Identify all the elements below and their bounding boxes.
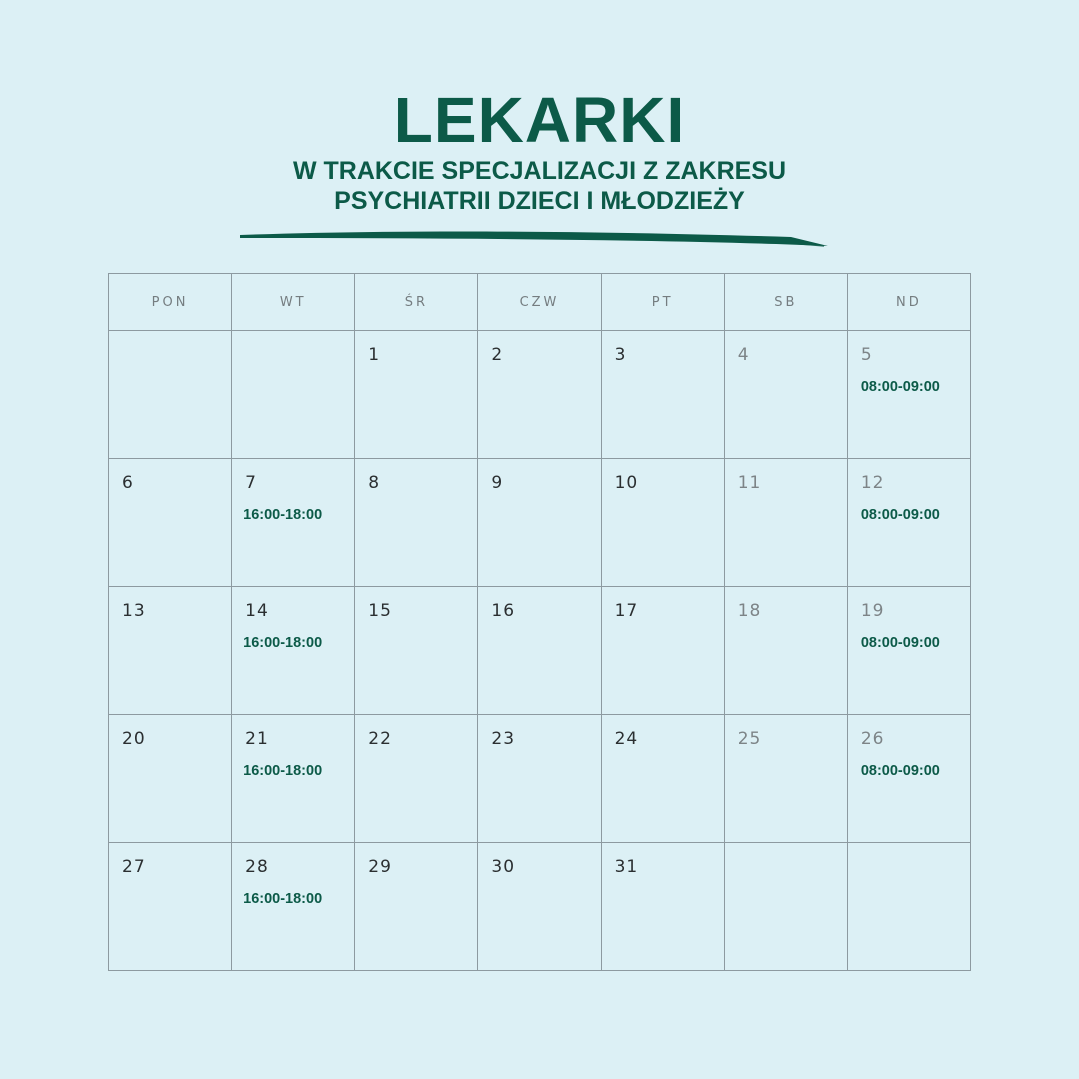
weekday-header: SB	[724, 274, 847, 331]
calendar-day-cell	[847, 587, 970, 715]
calendar-day-cell	[355, 587, 478, 715]
appointment-time: 08:00-09:00	[860, 763, 940, 779]
calendar-day-cell	[355, 459, 478, 587]
page-subtitle	[0, 156, 1079, 216]
day-number: 29	[368, 857, 392, 877]
day-number: 25	[737, 729, 762, 749]
calendar-day-cell	[847, 843, 970, 971]
day-number: 19	[860, 601, 885, 621]
day-number: 26	[860, 729, 885, 749]
day-number: 3	[614, 345, 627, 365]
day-number: 17	[614, 601, 639, 621]
day-number: 22	[368, 729, 392, 749]
calendar-day-cell	[109, 715, 232, 843]
appointment-time: 08:00-09:00	[860, 379, 940, 395]
appointment-time: 16:00-18:00	[243, 507, 323, 523]
day-number: 16	[491, 601, 516, 621]
day-number: 23	[491, 729, 516, 749]
day-number: 11	[737, 473, 762, 493]
calendar-day-cell	[601, 587, 724, 715]
day-number: 5	[860, 345, 873, 365]
calendar-day-cell	[232, 331, 355, 459]
calendar-day-cell	[601, 843, 724, 971]
calendar-day-cell	[109, 331, 232, 459]
day-number: 27	[122, 857, 146, 877]
appointment-time: 08:00-09:00	[860, 507, 940, 523]
day-number: 4	[737, 345, 750, 365]
weekday-header: CZW	[478, 274, 601, 331]
day-number: 1	[368, 345, 381, 365]
calendar-day-cell	[724, 843, 847, 971]
calendar-day-cell	[232, 715, 355, 843]
calendar-week-row	[109, 459, 971, 587]
calendar-day-cell	[478, 459, 601, 587]
calendar-week-row	[109, 331, 971, 459]
calendar-day-cell	[601, 459, 724, 587]
calendar-week-row	[109, 843, 971, 971]
day-number: 14	[245, 601, 269, 621]
calendar-week-row	[109, 715, 971, 843]
appointment-time: 16:00-18:00	[243, 763, 323, 779]
brush-stroke-divider	[236, 226, 836, 252]
day-number: 20	[122, 729, 146, 749]
day-number: 18	[737, 601, 762, 621]
day-number: 30	[491, 857, 516, 877]
day-number: 2	[491, 345, 504, 365]
weekday-header: PT	[601, 274, 724, 331]
calendar-day-cell	[109, 843, 232, 971]
calendar-day-cell	[724, 715, 847, 843]
calendar-day-cell	[232, 459, 355, 587]
weekday-header: WT	[232, 274, 355, 331]
day-number: 28	[245, 857, 269, 877]
appointment-time: 16:00-18:00	[243, 891, 323, 907]
day-number: 31	[614, 857, 639, 877]
day-number: 7	[245, 473, 257, 493]
day-number: 8	[368, 473, 381, 493]
calendar-day-cell	[355, 843, 478, 971]
calendar-day-cell	[601, 715, 724, 843]
appointment-time: 16:00-18:00	[243, 635, 323, 651]
appointment-time: 08:00-09:00	[860, 635, 940, 651]
calendar-day-cell	[724, 331, 847, 459]
calendar-day-cell	[847, 331, 970, 459]
calendar-day-cell	[847, 715, 970, 843]
day-number: 24	[614, 729, 639, 749]
calendar-day-cell	[355, 715, 478, 843]
day-number: 21	[245, 729, 269, 749]
calendar-day-cell	[478, 331, 601, 459]
calendar-day-cell	[724, 587, 847, 715]
calendar-day-cell	[109, 459, 232, 587]
subtitle-line-1: W TRAKCIE SPECJALIZACJI Z ZAKRESU	[292, 157, 787, 185]
weekday-header: ŚR	[355, 274, 478, 331]
calendar-day-cell	[232, 843, 355, 971]
calendar-grid	[108, 273, 971, 971]
calendar-day-cell	[355, 331, 478, 459]
day-number: 9	[491, 473, 504, 493]
day-number: 15	[368, 601, 392, 621]
weekday-header-row	[109, 274, 971, 331]
calendar-day-cell	[478, 843, 601, 971]
subtitle-line-2: PSYCHIATRII DZIECI I MŁODZIEŻY	[334, 187, 745, 215]
weekday-header: ND	[847, 274, 970, 331]
calendar-day-cell	[232, 587, 355, 715]
calendar-day-cell	[478, 587, 601, 715]
day-number: 12	[860, 473, 885, 493]
calendar-day-cell	[478, 715, 601, 843]
day-number: 6	[122, 473, 134, 493]
calendar-day-cell	[601, 331, 724, 459]
weekday-header: PON	[109, 274, 232, 331]
calendar-day-cell	[847, 459, 970, 587]
day-number: 13	[122, 601, 146, 621]
day-number: 10	[614, 473, 639, 493]
page-title: LEKARKI	[393, 84, 686, 156]
calendar-day-cell	[724, 459, 847, 587]
calendar-day-cell	[109, 587, 232, 715]
calendar-week-row	[109, 587, 971, 715]
